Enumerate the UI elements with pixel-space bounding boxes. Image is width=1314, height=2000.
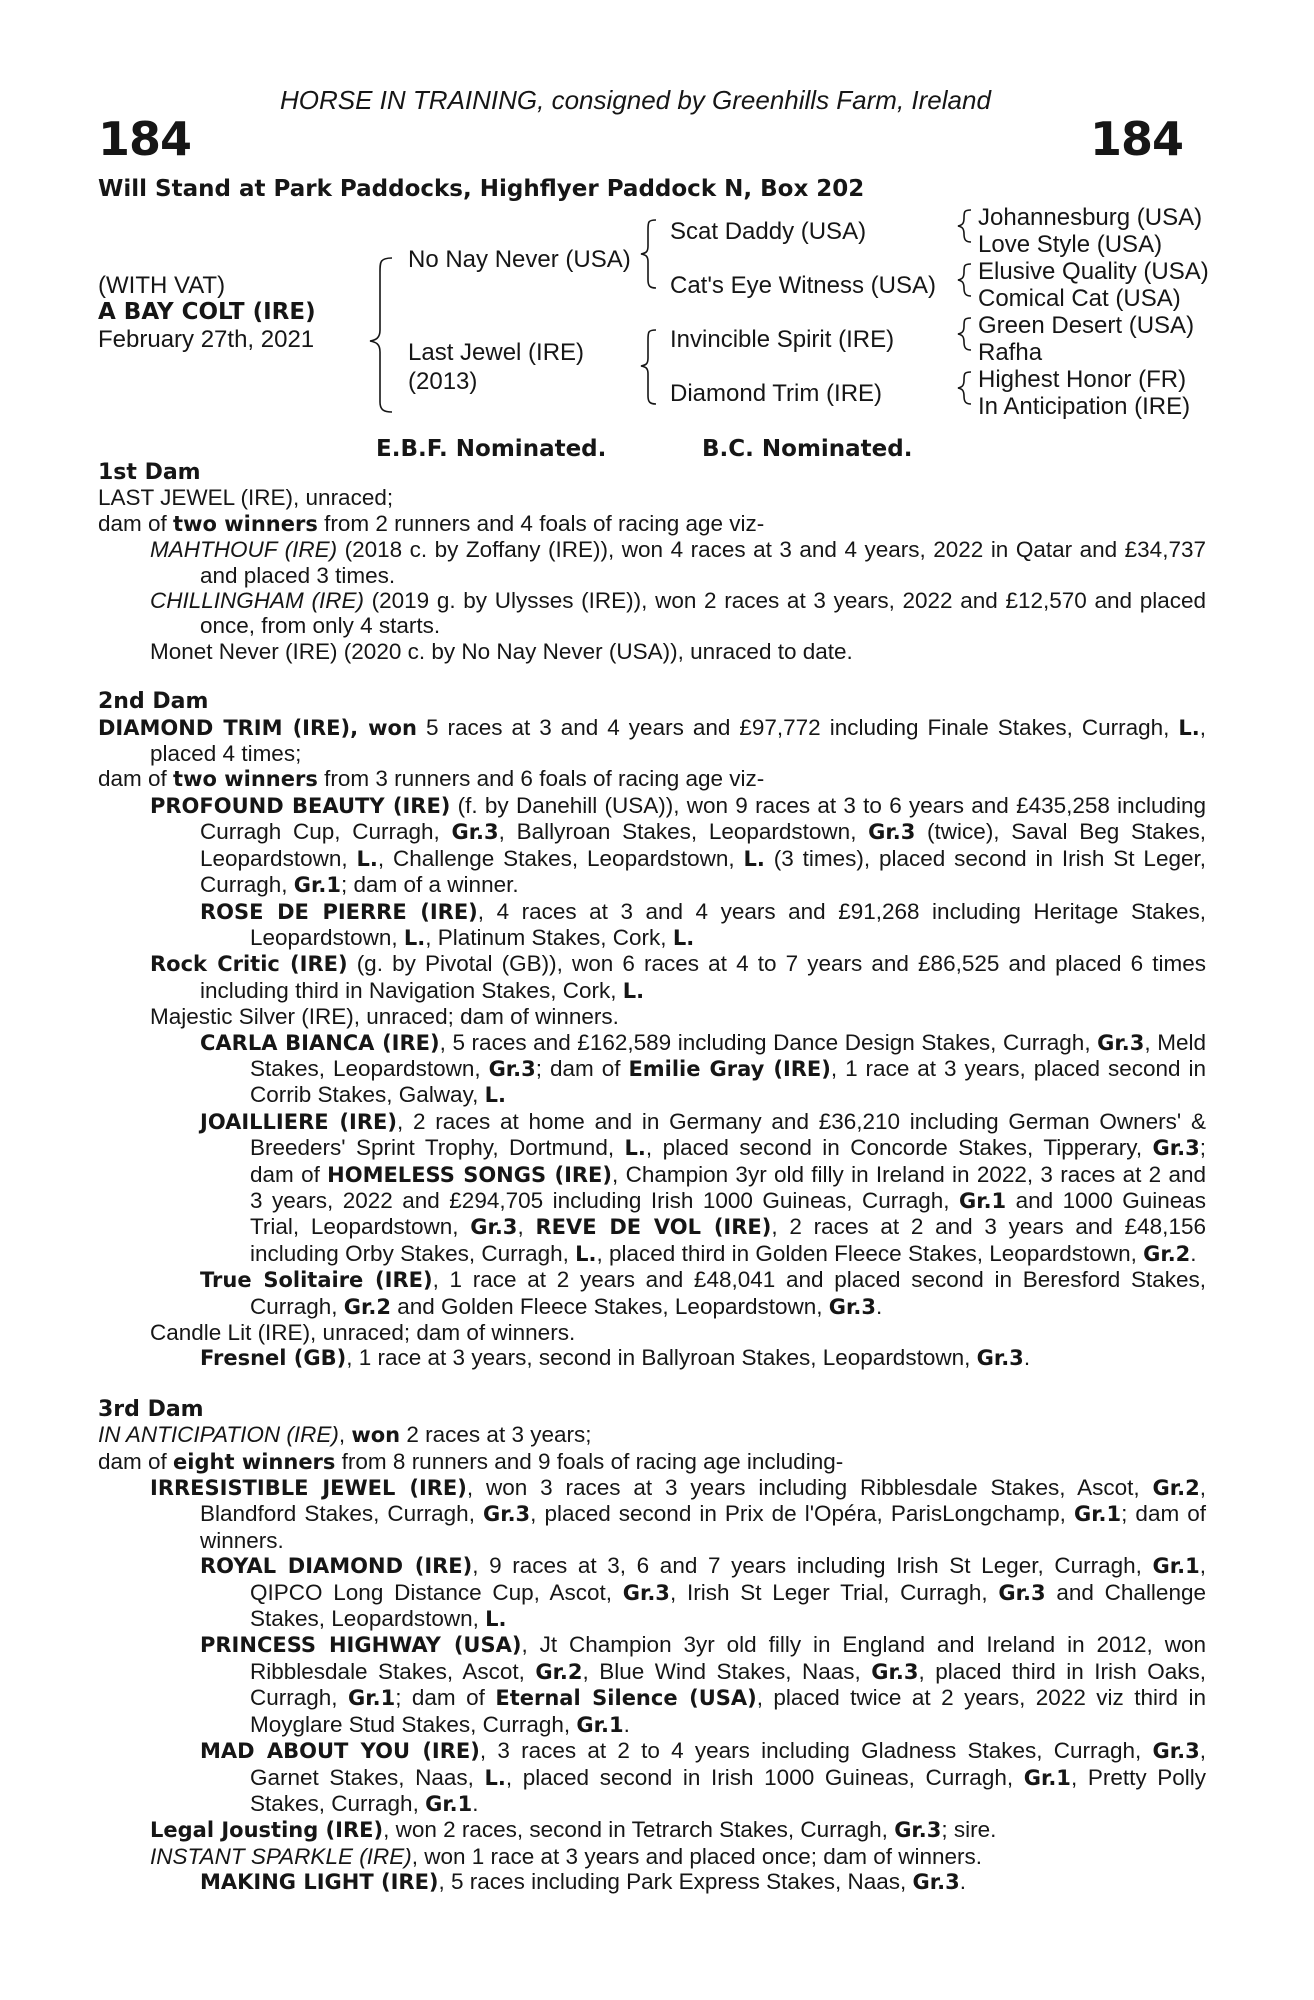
- produce-chillingham: CHILLINGHAM (IRE) (2019 g. by Ulysses (IRE)), won 2 races at 3 years, 2022 and £12,570 and placed once, from only 4 starts.: [150, 588, 1206, 639]
- pedigree-dam-sire: Invincible Spirit (IRE): [670, 326, 895, 353]
- brace-sire: [641, 220, 656, 288]
- pedigree-sdd: Comical Cat (USA): [978, 285, 1181, 312]
- produce-irresistible-jewel: IRRESISTIBLE JEWEL (IRE), won 3 races at 3 years including Ribblesdale Stakes, Ascot, Gr.2, Blandford Stakes, Curragh, Gr.3, placed second in Prix de l'Opéra, ParisLongchamp, Gr.1; dam of winners.: [150, 1475, 1206, 1553]
- lot-number-right: 184: [1090, 112, 1184, 166]
- bc-nomination: B.C. Nominated.: [702, 436, 913, 462]
- catalogue-body: [98, 460, 1206, 1896]
- produce-mad-about-you: MAD ABOUT YOU (IRE), 3 races at 2 to 4 years including Gladness Stakes, Curragh, Gr.3, Garnet Stakes, Naas, L., placed second in Irish 1000 Guineas, Curragh, Gr.1, Pretty Polly Stakes, Curragh, Gr.1.: [200, 1738, 1206, 1816]
- pedigree-dds: Highest Honor (FR): [978, 366, 1187, 393]
- third-dam-produce-summary: dam of eight winners from 8 runners and 9 foals of racing age including-: [98, 1448, 844, 1474]
- ebf-nomination: E.B.F. Nominated.: [376, 436, 607, 462]
- third-dam-heading: 3rd Dam: [98, 1396, 204, 1422]
- lot-number-left: 184: [98, 112, 192, 166]
- brace-dd: [958, 372, 971, 404]
- first-dam-line: LAST JEWEL (IRE), unraced;: [98, 485, 394, 511]
- pedigree-dam-year: (2013): [408, 368, 478, 395]
- pedigree-dam-dam: Diamond Trim (IRE): [670, 380, 883, 407]
- pedigree-sss: Johannesburg (USA): [978, 204, 1203, 231]
- produce-carla-bianca: CARLA BIANCA (IRE), 5 races and £162,589 including Dance Design Stakes, Curragh, Gr.3, Meld Stakes, Leopardstown, Gr.3; dam of Emilie Gray (IRE), 1 race at 3 years, placed second in Corrib Stakes, Galway, L.: [200, 1029, 1206, 1108]
- brace-ds: [958, 318, 971, 350]
- pedigree-dam: Last Jewel (IRE): [408, 339, 585, 366]
- brace-main: [370, 258, 392, 412]
- first-dam-heading: 1st Dam: [98, 460, 201, 485]
- brace-sd: [958, 264, 971, 296]
- vat-note: (WITH VAT): [98, 272, 226, 299]
- pedigree-sire: No Nay Never (USA): [408, 246, 631, 273]
- pedigree-sds: Elusive Quality (USA): [978, 258, 1209, 285]
- produce-fresnel: Fresnel (GB), 1 race at 3 years, second in Ballyroan Stakes, Leopardstown, Gr.3.: [200, 1345, 1031, 1371]
- horse-dob: February 27th, 2021: [98, 326, 315, 353]
- pedigree-sire-dam: Cat's Eye Witness (USA): [670, 272, 936, 299]
- produce-legal-jousting: Legal Jousting (IRE), won 2 races, second in Tetrarch Stakes, Curragh, Gr.3; sire.: [150, 1817, 997, 1843]
- second-dam-produce-summary: dam of two winners from 3 runners and 6 foals of racing age viz-: [98, 766, 765, 792]
- second-dam-line: DIAMOND TRIM (IRE), won 5 races at 3 and 4 years and £97,772 including Finale Stakes, Curragh, L., placed 4 times;: [98, 714, 1206, 767]
- brace-ss: [958, 210, 971, 242]
- pedigree-sire-sire: Scat Daddy (USA): [670, 218, 867, 245]
- produce-candle-lit: Candle Lit (IRE), unraced; dam of winners.: [150, 1320, 576, 1345]
- consignor-line: HORSE IN TRAINING, consigned by Greenhills Farm, Ireland: [280, 85, 991, 115]
- brace-dam: [641, 330, 656, 404]
- third-dam-line: IN ANTICIPATION (IRE), won 2 races at 3 years;: [98, 1422, 592, 1448]
- produce-majestic-silver: Majestic Silver (IRE), unraced; dam of winners.: [150, 1004, 619, 1030]
- produce-royal-diamond: ROYAL DIAMOND (IRE), 9 races at 3, 6 and 7 years including Irish St Leger, Curragh, Gr.1, QIPCO Long Distance Cup, Ascot, Gr.3, Irish St Leger Trial, Curragh, Gr.3 and Challenge Stakes, Leopardstown, L.: [200, 1553, 1206, 1632]
- pedigree-dss: Green Desert (USA): [978, 312, 1195, 339]
- horse-name: A BAY COLT (IRE): [98, 299, 316, 325]
- stand-location: Will Stand at Park Paddocks, Highflyer Paddock N, Box 202: [98, 176, 865, 202]
- produce-making-light: MAKING LIGHT (IRE), 5 races including Park Express Stakes, Naas, Gr.3.: [200, 1869, 966, 1895]
- first-dam-produce-summary: dam of two winners from 2 runners and 4 foals of racing age viz-: [98, 510, 765, 536]
- produce-princess-highway: PRINCESS HIGHWAY (USA), Jt Champion 3yr old filly in England and Ireland in 2012, won Ribblesdale Stakes, Ascot, Gr.2, Blue Wind Stakes, Naas, Gr.3, placed third in Irish Oaks, Curragh, Gr.1; dam of Eternal Silence (USA), placed twice at 2 years, 2022 viz third in Moyglare Stud Stakes, Curragh, Gr.1.: [200, 1632, 1206, 1737]
- pedigree-dsd: Rafha: [978, 339, 1043, 366]
- produce-rose-de-pierre: ROSE DE PIERRE (IRE), 4 races at 3 and 4 years and £91,268 including Heritage Stakes, Leopardstown, L., Platinum Stakes, Cork, L.: [200, 898, 1207, 950]
- produce-instant-sparkle: INSTANT SPARKLE (IRE), won 1 race at 3 years and placed once; dam of winners.: [150, 1843, 983, 1869]
- produce-monet-never: Monet Never (IRE) (2020 c. by No Nay Never (USA)), unraced to date.: [150, 638, 853, 664]
- produce-true-solitaire: True Solitaire (IRE), 1 race at 2 years and £48,041 and placed second in Beresford Stakes, Curragh, Gr.2 and Golden Fleece Stakes, Leopardstown, Gr.3.: [200, 1267, 1207, 1319]
- produce-profound-beauty: PROFOUND BEAUTY (IRE) (f. by Danehill (USA)), won 9 races at 3 to 6 years and £435,258 including Curragh Cup, Curragh, Gr.3, Ballyroan Stakes, Leopardstown, Gr.3 (twice), Saval Beg Stakes, Leopardstown, L., Challenge Stakes, Leopardstown, L. (3 times), placed second in Irish St Leger, Curragh, Gr.1; dam of a winner.: [150, 792, 1207, 898]
- produce-mahthouf: MAHTHOUF (IRE) (2018 c. by Zoffany (IRE)), won 4 races at 3 and 4 years, 2022 in Qatar and £34,737 and placed 3 times.: [150, 537, 1206, 588]
- pedigree-ddd: In Anticipation (IRE): [978, 393, 1191, 420]
- produce-joailliere: JOAILLIERE (IRE), 2 races at home and in Germany and £36,210 including German Owners' & Breeders' Sprint Trophy, Dortmund, L., placed second in Concorde Stakes, Tipperary, Gr.3; dam of HOMELESS SONGS (IRE), Champion 3yr old filly in Ireland in 2022, 3 races at 2 and 3 years, 2022 and £294,705 including Irish 1000 Guineas, Curragh, Gr.1 and 1000 Guineas Trial, Leopardstown, Gr.3, REVE DE VOL (IRE), 2 races at 2 and 3 years and £48,156 including Orby Stakes, Curragh, L., placed third in Golden Fleece Stakes, Leopardstown, Gr.2.: [200, 1108, 1207, 1266]
- pedigree-ssd: Love Style (USA): [978, 231, 1163, 258]
- second-dam-heading: 2nd Dam: [98, 689, 209, 715]
- produce-rock-critic: Rock Critic (IRE) (g. by Pivotal (GB)), won 6 races at 4 to 7 years and £86,525 and placed 6 times including third in Navigation Stakes, Cork, L.: [150, 951, 1206, 1003]
